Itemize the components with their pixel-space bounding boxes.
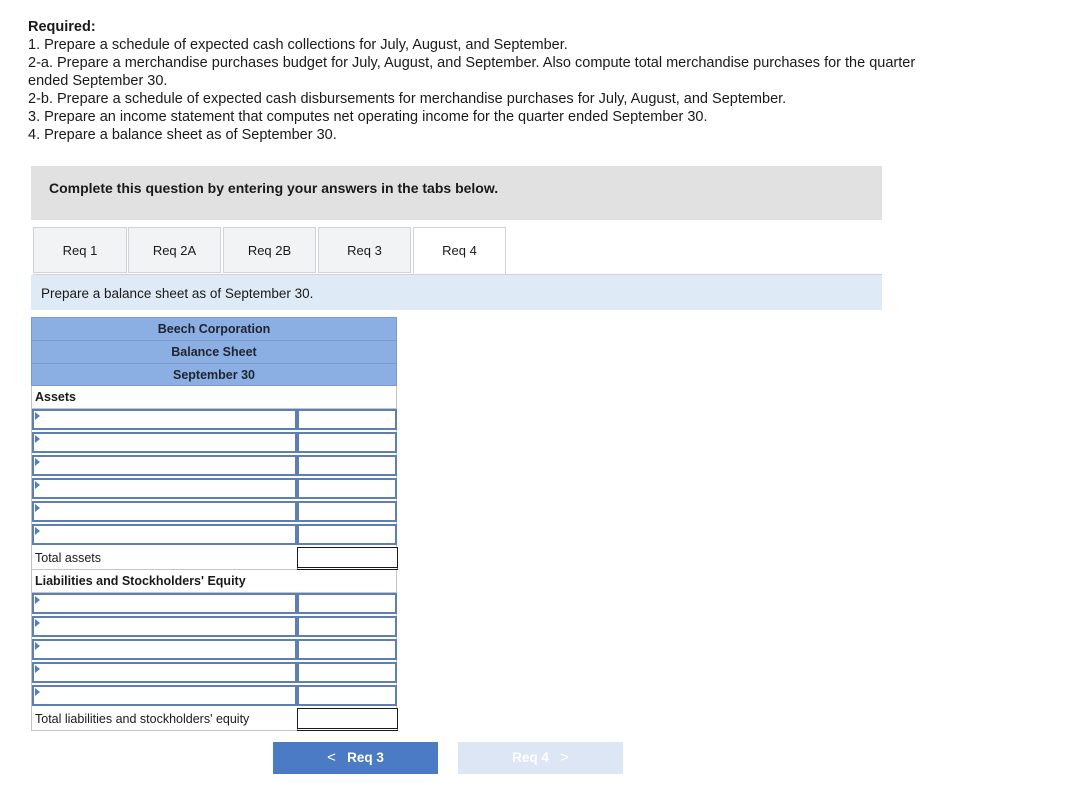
asset-amount-input[interactable] — [297, 501, 397, 522]
tab-req-4[interactable]: Req 4 — [413, 227, 506, 275]
prev-req-label: Req 3 — [347, 750, 384, 765]
requirements-block — [28, 18, 958, 144]
prev-req-button[interactable] — [273, 742, 438, 774]
instructions-banner: Complete this question by entering your answers in the tabs below. — [31, 166, 882, 220]
total-assets-label: Total assets — [35, 551, 102, 565]
liability-amount-input[interactable] — [297, 616, 397, 637]
tab-req-2b[interactable]: Req 2B — [223, 227, 316, 273]
tab-req-3[interactable]: Req 3 — [318, 227, 411, 273]
liabilities-section-label: Liabilities and Stockholders' Equity — [31, 570, 397, 593]
dropdown-marker-icon — [35, 596, 40, 604]
total-assets-row — [31, 547, 397, 570]
liability-account-dropdown[interactable] — [32, 662, 297, 683]
dropdown-marker-icon — [35, 619, 40, 627]
next-req-button[interactable] — [458, 742, 623, 774]
dropdown-marker-icon — [35, 665, 40, 673]
statement-date: September 30 — [31, 363, 397, 386]
chevron-left-icon: < — [327, 749, 336, 766]
requirement-item: 1. Prepare a schedule of expected cash collections for July, August, and September. — [28, 37, 568, 53]
asset-account-dropdown[interactable] — [32, 455, 297, 476]
liability-entry-row — [31, 639, 397, 662]
requirement-item: 4. Prepare a balance sheet as of September 30. — [28, 127, 337, 143]
liability-amount-input[interactable] — [297, 685, 397, 706]
statement-title: Balance Sheet — [31, 340, 397, 363]
dropdown-marker-icon — [35, 481, 40, 489]
dropdown-marker-icon — [35, 412, 40, 420]
liability-account-dropdown[interactable] — [32, 639, 297, 660]
asset-entry-row — [31, 478, 397, 501]
requirement-item: 3. Prepare an income statement that computes net operating income for the quarter ended September 30. — [28, 109, 708, 125]
company-name: Beech Corporation — [31, 317, 397, 340]
total-assets-input[interactable] — [297, 547, 398, 570]
asset-amount-input[interactable] — [297, 409, 397, 430]
asset-entry-row — [31, 409, 397, 432]
requirement-item: 2-b. Prepare a schedule of expected cash disbursements for merchandise purchases for July, August, and September. — [28, 91, 787, 107]
dropdown-marker-icon — [35, 642, 40, 650]
dropdown-marker-icon — [35, 504, 40, 512]
total-liabilities-input[interactable] — [297, 708, 398, 731]
liability-amount-input[interactable] — [297, 639, 397, 660]
liability-entry-row — [31, 593, 397, 616]
asset-account-dropdown[interactable] — [32, 501, 297, 522]
dropdown-marker-icon — [35, 435, 40, 443]
dropdown-marker-icon — [35, 688, 40, 696]
asset-amount-input[interactable] — [297, 478, 397, 499]
asset-account-dropdown[interactable] — [32, 409, 297, 430]
requirement-item: 2-a. Prepare a merchandise purchases budget for July, August, and September. Also compute total merchandise purchases for the quarter ended September 30. — [28, 55, 916, 89]
tab-instruction: Prepare a balance sheet as of September 30. — [31, 275, 882, 310]
tab-req-1[interactable]: Req 1 — [33, 227, 127, 273]
requirements-heading: Required: — [28, 19, 96, 35]
liability-account-dropdown[interactable] — [32, 593, 297, 614]
asset-entry-row — [31, 524, 397, 547]
asset-amount-input[interactable] — [297, 455, 397, 476]
asset-entry-row — [31, 455, 397, 478]
liability-amount-input[interactable] — [297, 593, 397, 614]
asset-amount-input[interactable] — [297, 524, 397, 545]
chevron-right-icon: > — [560, 749, 569, 766]
asset-account-dropdown[interactable] — [32, 432, 297, 453]
tab-req-2a[interactable]: Req 2A — [128, 227, 221, 273]
dropdown-marker-icon — [35, 527, 40, 535]
liability-entry-row — [31, 662, 397, 685]
liability-amount-input[interactable] — [297, 662, 397, 683]
asset-entry-row — [31, 501, 397, 524]
asset-amount-input[interactable] — [297, 432, 397, 453]
assets-section-label: Assets — [31, 386, 397, 409]
next-req-label: Req 4 — [512, 750, 549, 765]
liability-account-dropdown[interactable] — [32, 685, 297, 706]
total-liabilities-row — [31, 708, 397, 731]
asset-account-dropdown[interactable] — [32, 478, 297, 499]
dropdown-marker-icon — [35, 458, 40, 466]
asset-account-dropdown[interactable] — [32, 524, 297, 545]
balance-sheet-table — [31, 317, 397, 731]
asset-entry-row — [31, 432, 397, 455]
liability-account-dropdown[interactable] — [32, 616, 297, 637]
liability-entry-row — [31, 616, 397, 639]
liability-entry-row — [31, 685, 397, 708]
total-liabilities-label: Total liabilities and stockholders' equity — [35, 712, 250, 726]
